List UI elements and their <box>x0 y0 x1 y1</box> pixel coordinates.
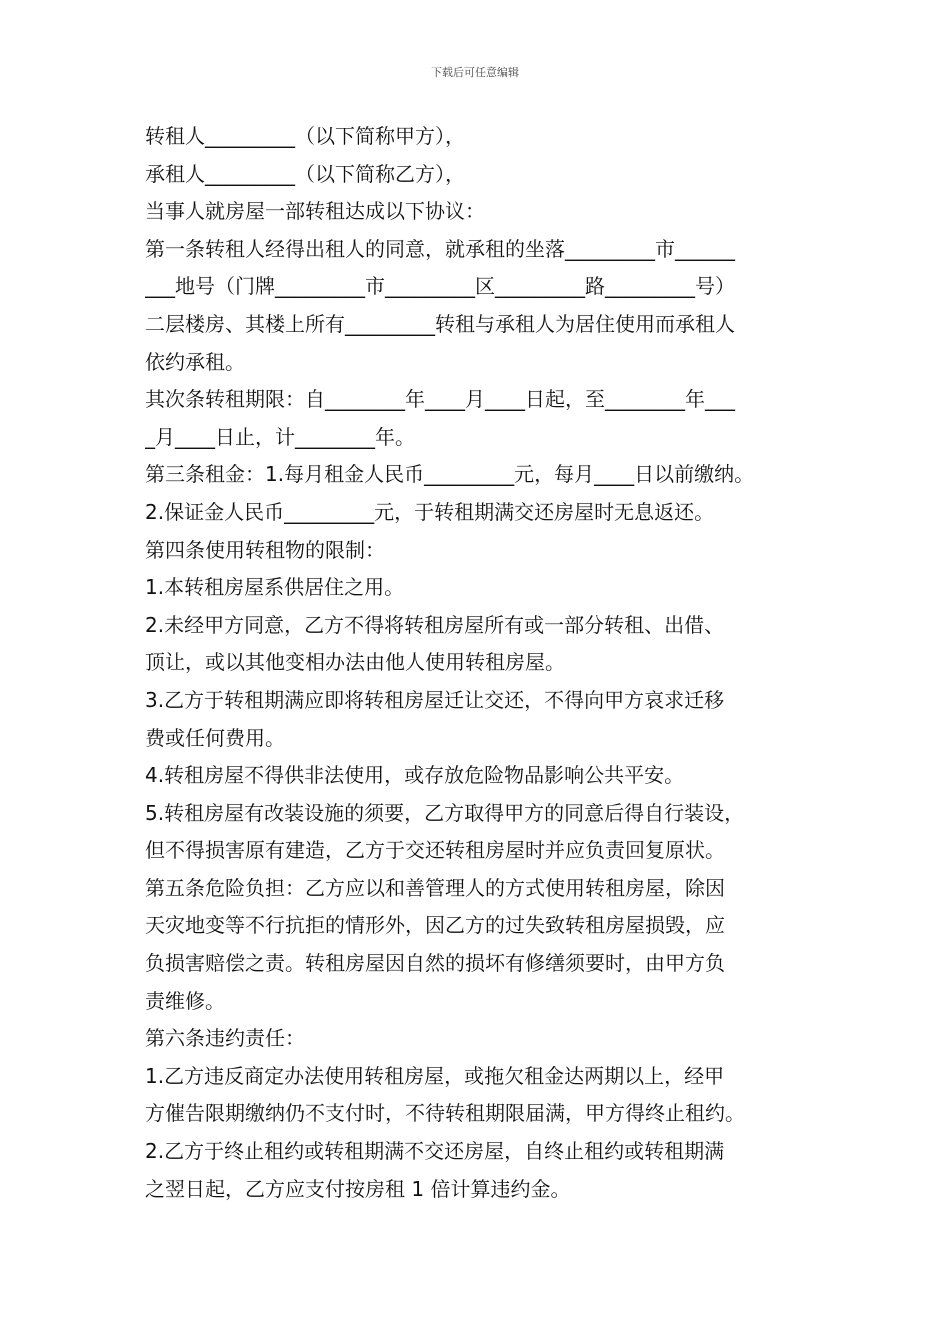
text-line: 方催告限期缴纳仍不支付时，不待转租期限届满，甲方得终止租约。 <box>145 1101 745 1126</box>
text-line: 第五条危险负担：乙方应以和善管理人的方式使用转租房屋，除因 <box>145 875 725 900</box>
text-line: 责维修。 <box>145 988 225 1013</box>
text-line: 2.乙方于终止租约或转租期满不交还房屋，自终止租约或转租期满 <box>145 1139 725 1164</box>
text-line: 第六条违约责任： <box>145 1026 305 1051</box>
text-line: 2.保证金人民币_________元，于转租期满交还房屋时无息返还。 <box>145 499 715 524</box>
text-line: 当事人就房屋一部转租达成以下协议： <box>145 199 485 224</box>
text-line: 4.转租房屋不得供非法使用，或存放危险物品影响公共平安。 <box>145 763 685 788</box>
text-line: 天灾地变等不行抗拒的情形外，因乙方的过失致转租房屋损毁，应 <box>145 913 725 938</box>
text-line: 负损害赔偿之责。转租房屋因自然的损坏有修缮须要时，由甲方负 <box>145 951 725 976</box>
text-line: 依约承租。 <box>145 349 245 374</box>
text-line: 1.本转租房屋系供居住之用。 <box>145 575 405 600</box>
text-line: 1.乙方违反商定办法使用转租房屋，或拖欠租金达两期以上，经甲 <box>145 1063 725 1088</box>
text-line: 第一条转租人经得出租人的同意，就承租的坐落_________市______ <box>145 236 735 261</box>
text-line: _月____日止，计________年。 <box>145 424 415 449</box>
text-line: 3.乙方于转租期满应即将转租房屋迁让交还，不得向甲方哀求迁移 <box>145 687 725 712</box>
text-line: 顶让，或以其他变相办法由他人使用转租房屋。 <box>145 650 565 675</box>
document-body <box>145 118 835 1208</box>
text-line: 5.转租房屋有改装设施的须要，乙方取得甲方的同意后得自行装设， <box>145 800 745 825</box>
text-line: ___地号（门牌_________市_________区_________路_________号） <box>145 274 735 299</box>
text-line: 费或任何费用。 <box>145 725 285 750</box>
text-line: 其次条转租期限：自________年____月____日起，至________年___ <box>145 387 735 412</box>
text-line: 2.未经甲方同意，乙方不得将转租房屋所有或一部分转租、出借、 <box>145 612 725 637</box>
page-header: 下载后可任意编辑 <box>431 66 519 79</box>
text-line: 第四条使用转租物的限制： <box>145 537 385 562</box>
text-line: 但不得损害原有建造，乙方于交还转租房屋时并应负责回复原状。 <box>145 838 725 863</box>
text-line: 之翌日起，乙方应支付按房租 1 倍计算违约金。 <box>145 1176 571 1201</box>
text-line: 转租人_________（以下简称甲方）， <box>145 124 465 148</box>
text-line: 第三条租金：1.每月租金人民币_________元，每月____日以前缴纳。 <box>145 462 755 487</box>
text-line: 二层楼房、其楼上所有_________转租与承租人为居住使用而承租人 <box>145 311 735 336</box>
text-line: 承租人_________（以下简称乙方）， <box>145 161 465 186</box>
